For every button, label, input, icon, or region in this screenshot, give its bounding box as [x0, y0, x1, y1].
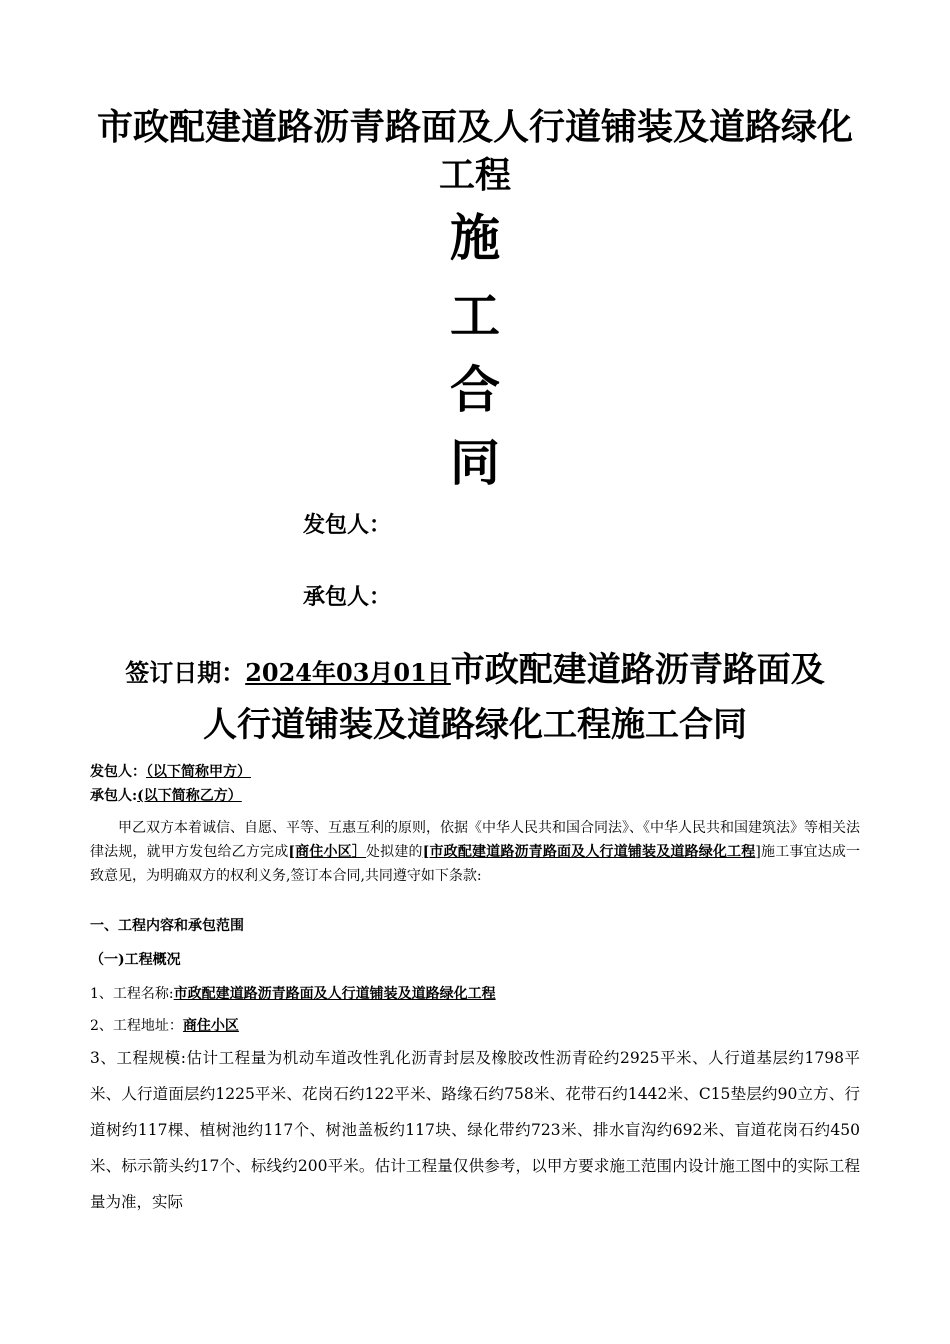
contractor-line: [90, 784, 860, 808]
subsection-1-heading: （一)工程概况: [90, 952, 181, 968]
cover-title-line-2: 工程: [438, 154, 511, 196]
contract-title-part-2: 人行道铺装及道路绿化工程施工合同: [203, 705, 747, 745]
sign-date: 2024年03月01日: [245, 658, 451, 687]
cover-big-char-3: 合: [450, 360, 500, 419]
item-3-paragraph: 3、工程规模:估计工程量为机动车道改性乳化沥青封层及橡胶改性沥青砼约2925平米、人行道基层约1798平米、人行道面层约1225平米、花岗石约122平米、路缘石约758米、花带石约1442米、C15垫层约90立方、行道树约117棵、植树池约117个、树池盖板约117块、绿化带约723米、排水盲沟约692米、盲道花岗石约450米、标示箭头约17个、标线约200平米。估计工程量仅供参考，以甲方要求施工范围内设计施工图中的实际工程量为准，实际: [90, 1049, 860, 1211]
preamble-paragraph: [90, 816, 860, 888]
cover-big-char-2: 工: [450, 286, 500, 345]
item-2-label: 2、工程地址：: [90, 1018, 183, 1034]
preamble-text-2: 处拟建的: [366, 844, 423, 860]
item-2: [90, 1014, 860, 1038]
preamble-text-1: 甲乙双方本着诚信、自愿、平等、互惠互利的原则，依据《中华人民共和国合同法》、《中华人民共和国建筑法》等相关法律法规，就甲方发包给乙方完成: [90, 820, 860, 860]
sign-date-label: 签订日期：: [125, 658, 246, 687]
employer-value: （以下简称甲方）: [146, 764, 251, 780]
item-1-label: 1、工程名称:: [90, 986, 174, 1002]
contractor-label: 承包人:: [90, 788, 138, 804]
cover-contractor-label: 承包人：: [303, 584, 392, 610]
item-1: [90, 982, 860, 1006]
employer-line: [90, 760, 860, 784]
contract-title: [90, 644, 860, 751]
cover-employer-label: 发包人：: [303, 512, 392, 538]
section-1-heading: 一、工程内容和承包范围: [90, 918, 244, 934]
preamble-place: [商住小区］: [288, 844, 367, 860]
cover-title-line-1: 市政配建道路沥青路面及人行道铺装及道路绿化: [96, 106, 853, 148]
item-1-value: 市政配建道路沥青路面及人行道铺装及道路绿化工程: [173, 986, 496, 1002]
contractor-value: (以下简称乙方）: [137, 788, 242, 804]
cover-big-char-4: 同: [450, 433, 500, 492]
employer-label: 发包人：: [90, 764, 146, 780]
item-2-value: 商住小区: [182, 1018, 239, 1034]
preamble-project: [市政配建道路沥青路面及人行道铺装及道路绿化工程: [422, 844, 756, 860]
cover-big-char-1: 施: [450, 208, 500, 267]
preamble-text-3: ]施工事宜达成一致意见，为明确双方的权利义务,签订本合同,共同遵守如下条款:: [90, 844, 861, 884]
contract-title-part-1: 市政配建道路沥青路面及: [450, 650, 825, 690]
